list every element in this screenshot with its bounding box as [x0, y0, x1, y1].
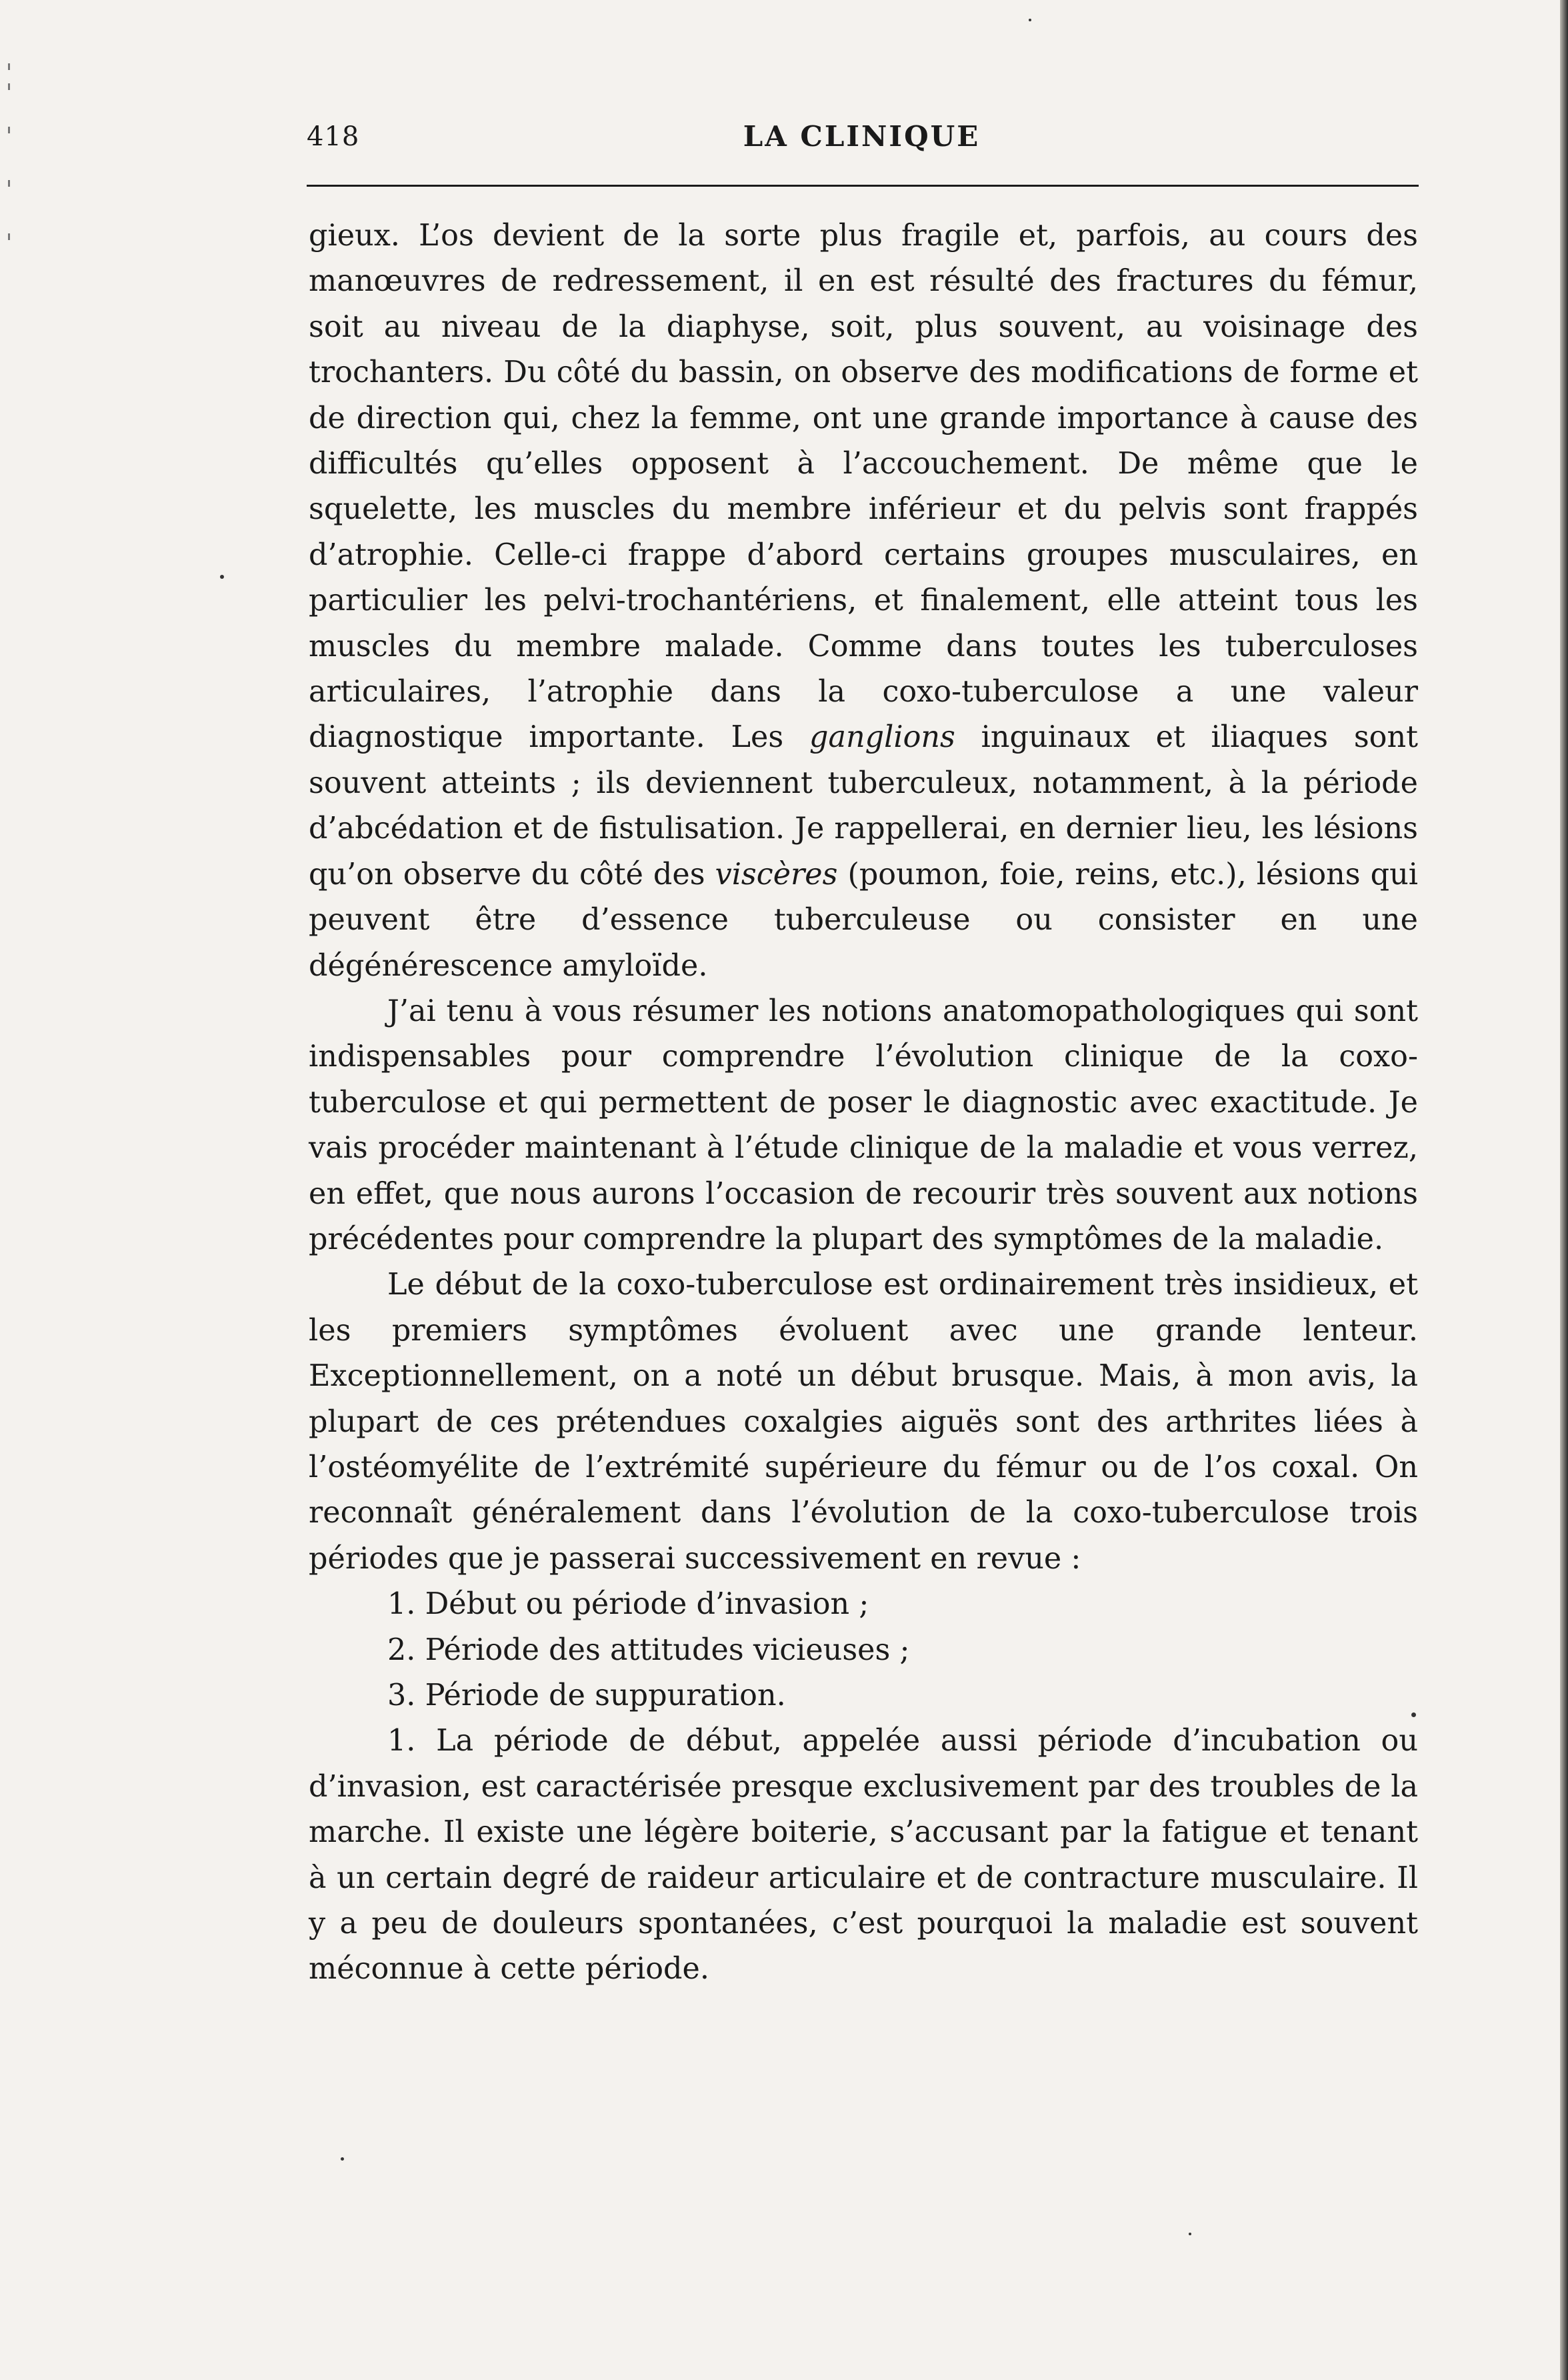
print-speck: [1189, 2233, 1191, 2235]
page-edge-shadow: [1560, 0, 1568, 2380]
print-speck: [341, 2157, 344, 2161]
print-speck: [1029, 19, 1031, 21]
left-margin-marks: [5, 63, 15, 263]
paragraph-4: 1. La période de début, appelée aussi période d’incubation ou d’invasion, est caractérisée presque exclusivement par des troubles de la marche. Il existe une légère boiterie, s’accusant par la fatigue et tenant à un certain degré de raideur articulaire et de contracture musculaire. Il y a peu de douleurs spontanées, c’est pourquoi la maladie est souvent méconnue à cette période.: [309, 1724, 1418, 1987]
header-rule: [307, 185, 1419, 187]
paragraph-1: gieux. L’os devient de la sorte plus fragile et, parfois, au cours des manœuvres de redressement, il en est résulté des fractures du fémur, soit au niveau de la diaphyse, soit, plus souvent, au voisinage des trochanters. Du côté du bassin, on observe des modifications de forme et de direction qui, chez la femme, ont une grande importance à cause des difficultés qu’elles opposent à l’accouchement. De même que le squelette, les muscles du membre inférieur et du pelvis sont frappés d’atrophie. Celle-ci frappe d’abord certains groupes musculaires, en particulier les pelvi-trochantériens, et finalement, elle atteint tous les muscles du membre malade. Comme dans toutes les tuberculoses articulaires, l’atrophie dans la coxo-tuberculose a une valeur diagnostique importante. Les ganglions inguinaux et iliaques sont souvent atteints ; ils deviennent tuberculeux, notamment, à la période d’abcédation et de fistulisation. Je rappellerai, en dernier lieu, les lésions qu’on observe du côté des viscères (poumon, foie, reins, etc.), lésions qui peuvent être d’essence tuberculeuse ou consister en une dégénérescence amyloïde.: [309, 219, 1418, 983]
running-title: LA CLINIQUE: [743, 120, 981, 153]
italic-term: ganglions: [809, 720, 955, 755]
list-item: 2. Période des attitudes vicieuses ;: [387, 1632, 910, 1667]
print-speck: [1411, 1712, 1416, 1717]
page-number: 418: [307, 121, 360, 152]
print-speck: [220, 575, 224, 579]
paragraph-3: Le début de la coxo-tuberculose est ordinairement très insidieux, et les premiers symptômes évoluent avec une grande lenteur. Exceptionnellement, on a noté un début brusque. Mais, à mon avis, la plupart de ces prétendues coxalgies aiguës sont des arthrites liées à l’ostéomyélite de l’extrémité supérieure du fémur ou de l’os coxal. On reconnaît généralement dans l’évolution de la coxo-tuberculose trois périodes que je passerai successivement en revue :: [309, 1268, 1418, 1576]
paragraph-2: J’ai tenu à vous résumer les notions anatomopathologiques qui sont indispensables pour comprendre l’évolution clinique de la coxo-tuberculose et qui permettent de poser le diagnostic avec exactitude. Je vais procéder maintenant à l’étude clinique de la maladie et vous verrez, en effet, que nous aurons l’occasion de recourir très souvent aux notions précédentes pour comprendre la plupart des symptômes de la maladie.: [309, 994, 1418, 1256]
list-item: 1. Début ou période d’invasion ;: [387, 1587, 869, 1622]
body-text: [309, 213, 1418, 1993]
italic-term: viscères: [715, 857, 838, 892]
list-item: 3. Période de suppuration.: [387, 1678, 786, 1712]
page-header: [307, 113, 1417, 160]
